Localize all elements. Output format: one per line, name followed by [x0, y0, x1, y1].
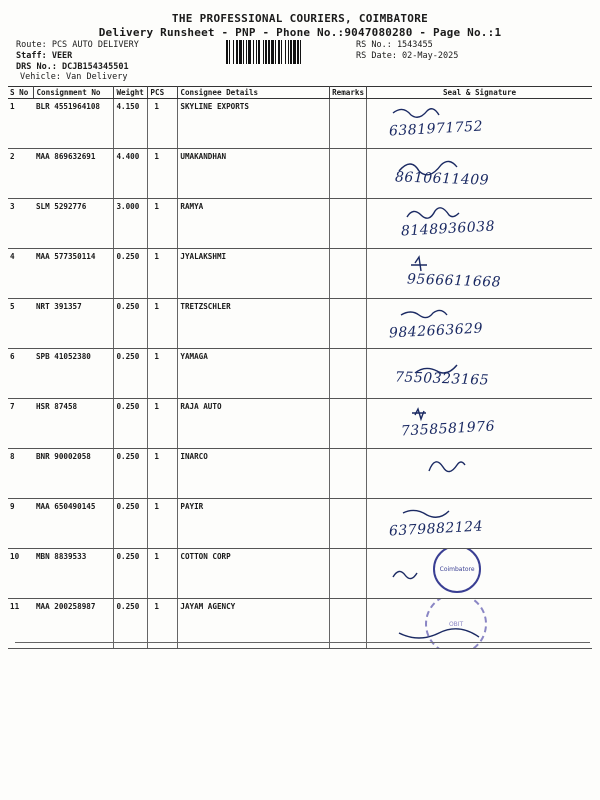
- table-row: [8, 349, 592, 399]
- row-consignment-no: HSR 87458: [34, 399, 114, 449]
- col-remarks: Remarks: [330, 87, 367, 99]
- row-consignment-no: MAA 650490145: [34, 499, 114, 549]
- row-sno: 3: [8, 199, 34, 249]
- row-consignee: JYALAKSHMI: [178, 249, 330, 299]
- row-pcs: 1: [148, 99, 178, 149]
- row-sno: 2: [8, 149, 34, 199]
- signature-phone-number: 8610611409: [394, 169, 490, 189]
- row-weight: 0.250: [114, 399, 148, 449]
- row-remarks: [330, 549, 367, 599]
- row-consignment-no: NRT 391357: [34, 299, 114, 349]
- row-signature-cell: [367, 399, 592, 449]
- row-consignee: JAYAM AGENCY: [178, 599, 330, 649]
- row-consignee: TRETZSCHLER: [178, 299, 330, 349]
- row-pcs: 1: [148, 299, 178, 349]
- row-weight: 4.400: [114, 149, 148, 199]
- row-remarks: [330, 349, 367, 399]
- row-sno: 6: [8, 349, 34, 399]
- row-pcs: 1: [148, 449, 178, 499]
- row-sno: 4: [8, 249, 34, 299]
- row-remarks: [330, 299, 367, 349]
- staff-label: Staff: VEER: [16, 51, 73, 61]
- table-row: [8, 299, 592, 349]
- row-sno: 8: [8, 449, 34, 499]
- row-pcs: 1: [148, 599, 178, 649]
- signature-phone-number: 8148936038: [400, 218, 496, 240]
- row-consignee: YAMAGA: [178, 349, 330, 399]
- row-signature-cell: [367, 599, 592, 649]
- row-pcs: 1: [148, 149, 178, 199]
- row-pcs: 1: [148, 349, 178, 399]
- signature-phone-number: 6381971752: [388, 118, 484, 140]
- row-weight: 0.250: [114, 299, 148, 349]
- row-signature-cell: [367, 549, 592, 599]
- rs-number: RS No.: 1543455: [356, 40, 433, 50]
- signature-phone-number: 7550323165: [394, 369, 490, 389]
- row-weight: 4.150: [114, 99, 148, 149]
- route-label: Route: PCS AUTO DELIVERY: [16, 40, 139, 50]
- row-signature-cell: [367, 499, 592, 549]
- signature-phone-number: 6379882124: [388, 518, 484, 540]
- row-sno: 7: [8, 399, 34, 449]
- table-row: [8, 499, 592, 549]
- table-row: [8, 549, 592, 599]
- row-sno: 1: [8, 99, 34, 149]
- col-pcs: PCS: [148, 87, 178, 99]
- row-consignee: INARCO: [178, 449, 330, 499]
- table-row: [8, 399, 592, 449]
- col-weight: Weight: [114, 87, 148, 99]
- row-remarks: [330, 399, 367, 449]
- row-sno: 11: [8, 599, 34, 649]
- row-weight: 0.250: [114, 349, 148, 399]
- row-remarks: [330, 449, 367, 499]
- table-row: [8, 249, 592, 299]
- row-pcs: 1: [148, 249, 178, 299]
- rs-date: RS Date: 02-May-2025: [356, 51, 459, 61]
- table-header-row: [8, 87, 592, 99]
- row-signature-cell: [367, 199, 592, 249]
- row-consignment-no: MBN 8839533: [34, 549, 114, 599]
- row-pcs: 1: [148, 199, 178, 249]
- row-consignee: UMAKANDHAN: [178, 149, 330, 199]
- signature-scribble-icon: [367, 449, 592, 499]
- row-consignee: PAYIR: [178, 499, 330, 549]
- row-signature-cell: [367, 149, 592, 199]
- seal-stamp-icon: Coimbatore: [433, 549, 481, 594]
- row-consignment-no: MAA 869632691: [34, 149, 114, 199]
- row-pcs: 1: [148, 399, 178, 449]
- row-remarks: [330, 599, 367, 649]
- row-signature-cell: [367, 249, 592, 299]
- company-title: THE PROFESSIONAL COURIERS, COIMBATORE: [171, 12, 429, 25]
- row-sno: 5: [8, 299, 34, 349]
- table-row: [8, 199, 592, 249]
- row-remarks: [330, 499, 367, 549]
- row-remarks: [330, 99, 367, 149]
- delivery-table: [8, 86, 592, 649]
- barcode-icon: [226, 40, 344, 64]
- runsheet-subtitle: Delivery Runsheet - PNP - Phone No.:9047080280 - Page No.:1: [98, 26, 502, 39]
- row-weight: 0.250: [114, 599, 148, 649]
- row-consignee: RAMYA: [178, 199, 330, 249]
- col-consignee: Consignee Details: [178, 87, 330, 99]
- row-weight: 0.250: [114, 549, 148, 599]
- table-row: [8, 99, 592, 149]
- row-consignee: COTTON CORP: [178, 549, 330, 599]
- col-sno: S No: [8, 87, 34, 99]
- row-remarks: [330, 199, 367, 249]
- signature-phone-number: 9566611668: [406, 271, 502, 291]
- drs-number: DRS No.: DCJB154345501: [16, 62, 129, 72]
- row-remarks: [330, 149, 367, 199]
- row-weight: 0.250: [114, 499, 148, 549]
- row-consignment-no: MAA 200258987: [34, 599, 114, 649]
- row-sno: 9: [8, 499, 34, 549]
- row-remarks: [330, 249, 367, 299]
- row-consignment-no: BLR 4551964108: [34, 99, 114, 149]
- row-consignee: SKYLINE EXPORTS: [178, 99, 330, 149]
- row-signature-cell: [367, 99, 592, 149]
- table-row: [8, 449, 592, 499]
- row-sno: 10: [8, 549, 34, 599]
- row-signature-cell: [367, 349, 592, 399]
- seal-stamp-icon: OBIT: [425, 599, 487, 649]
- row-consignment-no: SLM 5292776: [34, 199, 114, 249]
- row-weight: 3.000: [114, 199, 148, 249]
- row-weight: 0.250: [114, 249, 148, 299]
- row-consignee: RAJA AUTO: [178, 399, 330, 449]
- row-pcs: 1: [148, 549, 178, 599]
- signature-phone-number: 9842663629: [388, 320, 484, 342]
- row-consignment-no: BNR 90002058: [34, 449, 114, 499]
- row-pcs: 1: [148, 499, 178, 549]
- col-signature: Seal & Signature: [367, 87, 592, 99]
- row-signature-cell: [367, 449, 592, 499]
- row-signature-cell: [367, 299, 592, 349]
- row-consignment-no: MAA 577350114: [34, 249, 114, 299]
- row-weight: 0.250: [114, 449, 148, 499]
- table-row: [8, 599, 592, 649]
- vehicle-label: Vehicle: Van Delivery: [20, 72, 128, 82]
- signature-phone-number: 7358581976: [400, 418, 496, 440]
- col-consignment: Consignment No: [34, 87, 114, 99]
- row-consignment-no: SPB 41052380: [34, 349, 114, 399]
- table-row: [8, 149, 592, 199]
- bottom-rule: [15, 642, 590, 643]
